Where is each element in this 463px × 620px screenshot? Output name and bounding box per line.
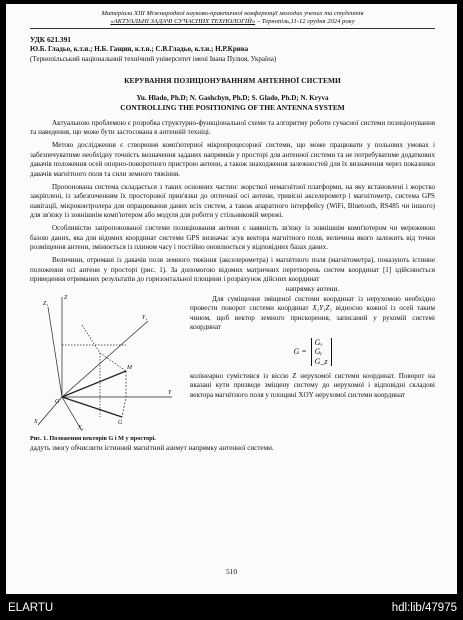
vector-m [62, 371, 126, 397]
label-m: M [127, 365, 132, 372]
paragraph-7: колінеарно сумістився із віссю Z нерухомої системи координат. Поворот на вказані кути призведе зміщену систему до нерухомої і відповідні складові вектора магнітного поля у площині XOY нерухомої системи координат [190, 371, 435, 399]
udc-code: УДК 621.391 [30, 35, 71, 45]
matrix-gy: Gᵧ [314, 347, 323, 357]
paragraph-1: Актуальною проблемою є розробка структурно-функціональної схеми та алгоритму роботи сучасної системи позиціонування та наведення, що може бути застосована в антенній техніці. [30, 118, 435, 137]
paragraph-6 [190, 295, 435, 332]
formula-matrix [311, 338, 332, 366]
title-en: CONTROLLING THE POSITIONING OF THE ANTENNA SYSTEM [120, 102, 345, 112]
paragraph-6-part-b: відносно кожної із осей таким чином, щоб вектор земного прискорення, записаний у рухомій системі координат [190, 304, 435, 331]
affiliation: (Тернопільський національний технічний університет імені Івана Пулюя, Україна) [30, 54, 277, 63]
label-y: Y [168, 390, 172, 397]
figure-caption: Рис. 1. Положення векторів G і M у просторі. [30, 435, 156, 443]
figure-row [30, 285, 435, 443]
coordinate-system-name: X₁Y₁Z₁ [312, 304, 332, 313]
header-rule [30, 28, 435, 29]
formula-lhs: G = [293, 346, 307, 356]
right-text-column [180, 285, 435, 443]
construction-lines [82, 325, 126, 371]
paragraph-5: Величини, отримані із давачів поля земного тяжіння (акселерометра) і магнітного поля (магнітометра), показують істинне положення осі антени у просторі (рис. 1). За допомогою відомих матричних перетворень систем координат [1] здійснюється приведення отриманих результатів до горизонтальної площини і розрахунок дійсних координат [30, 256, 435, 284]
paragraph-5-continuation: напрямку антени. [285, 285, 340, 294]
vector-g [62, 397, 122, 417]
conference-name: «АКТУАЛЬНІ ЗАДАЧІ СУЧАСНИХ ТЕХНОЛОГІЙ» [110, 18, 256, 26]
paper-page [6, 4, 457, 594]
page-number: 510 [225, 567, 238, 576]
axis-z1 [48, 307, 62, 397]
paragraph-6-part-a: Для суміщення зміщеної системи координат із нерухомою необхідно провести поворот системи координат [190, 294, 435, 313]
label-x1: X₁ [78, 425, 84, 432]
paragraph-3: Пропонована система складається з таких основних частин: жорсткої немагнітної платформи, на яку встановлені і жорстко закріплені, із забезпеченням їх просторової прив'язки до оптичної осі антени, тривісні акселерометр і магнітометр, система GPS навігації, мікроконтролера для опрацювання даних всіх систем, а також апаратного інтерфейсу (WiFi, Bluetooth, RS485 чи іншого) для зв'язку із зовнішнім комп'ютером або модуля для роботи у стільниковій мережі. [30, 182, 435, 219]
axis-y1 [62, 321, 148, 397]
matrix-gx: Gₓ [314, 338, 323, 348]
matrix-gz: G_z [314, 356, 328, 366]
projection-lines [122, 371, 126, 417]
conference-header [30, 10, 435, 26]
label-z1: Z₁ [43, 301, 49, 308]
label-g: G [118, 420, 123, 427]
conference-header-line2 [30, 18, 435, 26]
paragraph-4: Особливістю запропонованої системи позиціювання антени є наявність зв'язку із зовнішнім комп'ютером чи мережевою базою даних, яка для відомих координат системи GPS визначає зсув вектора магнітного поля, величина якого залежить від точки розміщення антени, змінюється із плином часу і постійно оновлюється у відповідних базах даних. [30, 224, 435, 252]
paragraph-2: Метою дослідження є створення комп'ютерної мікропроцесорної системи, що може працювати у польових умовах і забезпечуватиме необхідну точність визначення заданих напрямків у просторі для антенної системи та не потребуватиме додаткових давачів положення осей опорно-поворотного пристрою антени, а також знаходження залежностей для їх визначення через показники давачів магнітного поля та сили земного тяжіння. [30, 141, 435, 178]
title-ua: КЕРУВАННЯ ПОЗИЦІОНУВАННЯМ АНТЕННОЇ СИСТЕМИ [124, 75, 341, 85]
handle-id: hdl:lib/47975 [391, 602, 457, 614]
conference-place-date: – Тернопіль,11-12 грудня 2024 року [255, 18, 355, 26]
figure-1 [30, 285, 180, 443]
label-o: O [55, 399, 60, 406]
label-x: X [34, 419, 38, 426]
formula-g-vector [190, 338, 435, 366]
label-z: Z [64, 295, 68, 302]
repository-name: ELARTU [8, 602, 54, 614]
authors-en: Yu. Hlado, Ph.D; N. Gashchyn, Ph.D; S. Glado, Ph.D; N. Kryva [136, 93, 329, 102]
conference-header-line1: Матеріали XIII Міжнародної науково-практичної конференції молодих учених та студентів [101, 10, 364, 17]
label-y1: Y₁ [142, 315, 148, 322]
viewer-footer [0, 598, 463, 620]
paragraph-7-final-line: дадуть змогу обчислити істинний магнітний азимут напрямку антенної системи. [30, 443, 274, 452]
authors-ua: Ю.Б. Гладьо, к.т.н.; Н.Б. Гащин, к.т.н.; С.В.Гладьо, к.т.н.; Н.Р.Крива [30, 45, 249, 54]
vector-diagram [30, 285, 180, 433]
